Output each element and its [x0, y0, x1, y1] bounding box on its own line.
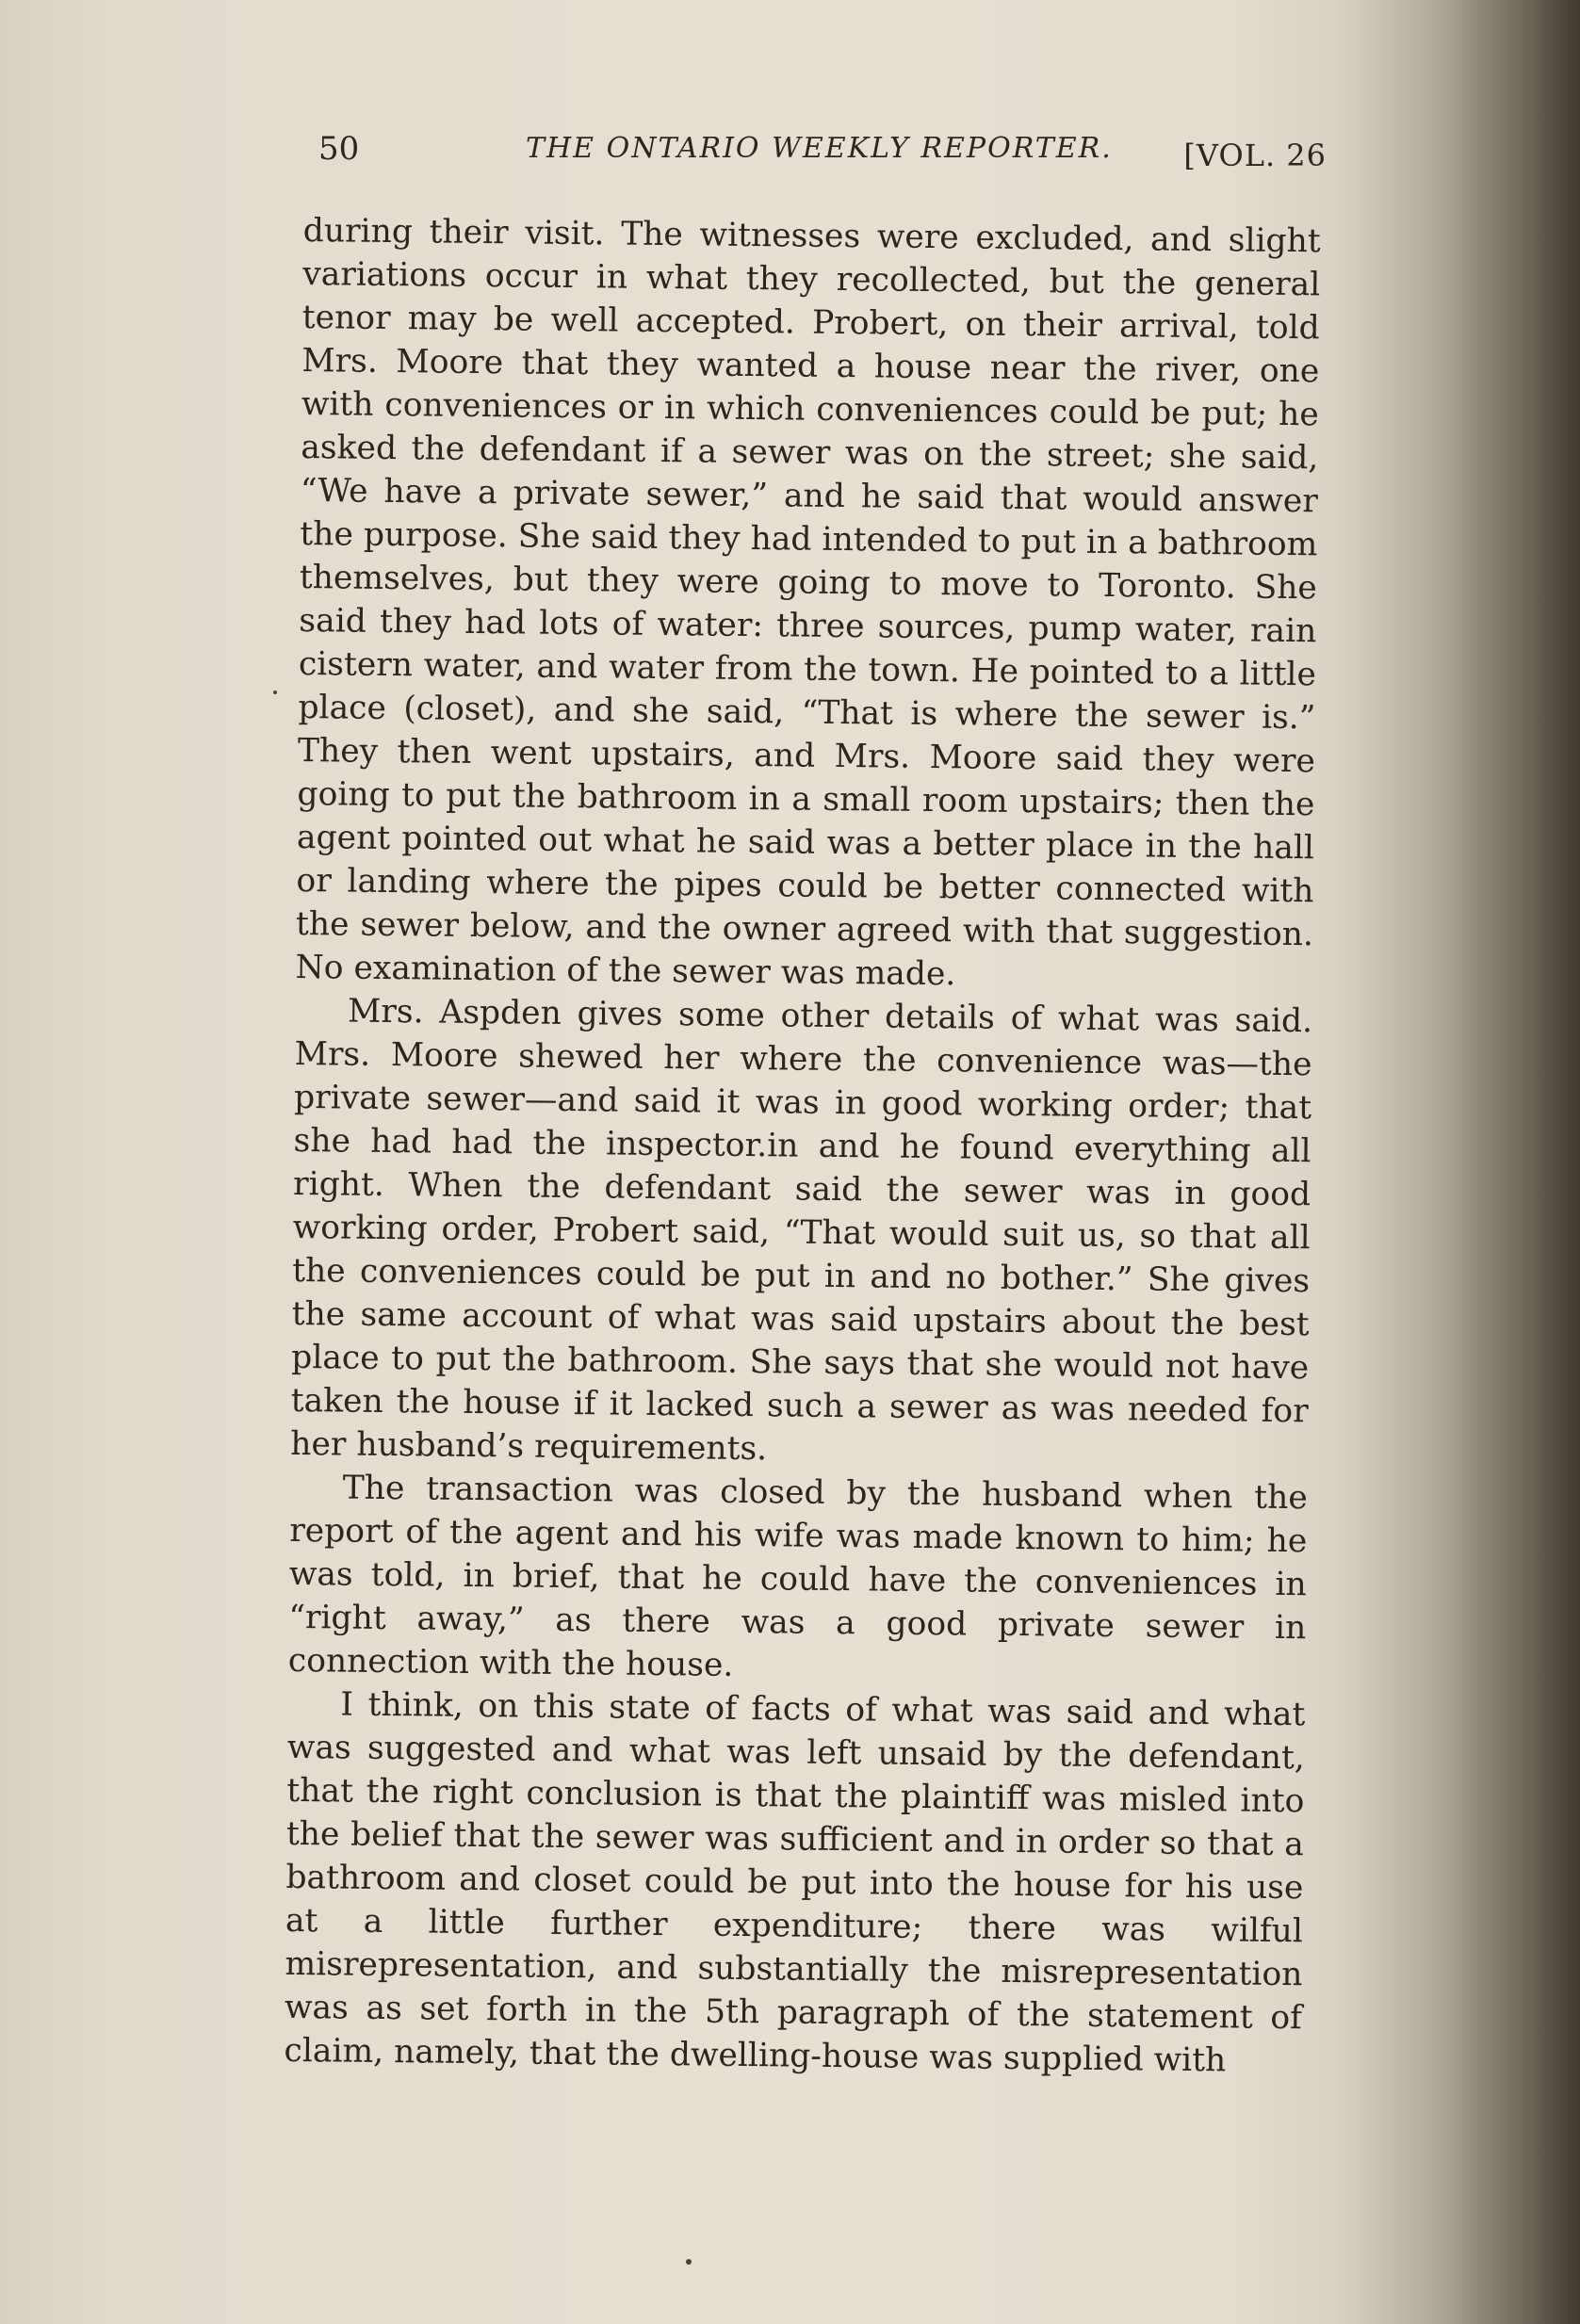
paragraph-1: during their visit. The witnesses were excluded, and slight variations occur in what they recollected, but the general tenor may be well accepted. Probert, on their arrival, told Mrs. Moore that they wanted a house near the river, one with conveniences or in which conveniences could be put; he asked the defendant if a sewer was on the street; she said, “We have a private sewer,” and he said that would answer the purpose. She said they had intended to put in a bathroom themselves, but they were going to move to Toronto. She said they had lots of water: three sources, pump water, rain cistern water, and water from the town. He pointed to a little place (closet), and she said, “That is where the sewer is.” They then went upstairs, and Mrs. Moore said they were going to put the bathroom in a small room upstairs; then the agent pointed out what he said was a better place in the hall or landing where the pipes could be better connected with the sewer below, and the owner agreed with that suggestion. No examination of the sewer was made. — [295, 211, 1321, 994]
paragraph-4: I think, on this state of facts of what was said and what was suggested and what was left unsaid by the defendant, that the right conclusion is that the plaintiff was misled into the belief that the sewer was sufficient and in order so that a bathroom and closet could be put into the house for his use at a little further expenditure; there was wilful misrepresentation, and substantially the misrepresentation was as set forth in the 5th paragraph of the statement of claim, namely, that the dwelling-house was supplied with — [284, 1685, 1306, 2080]
paper-speck — [273, 691, 277, 694]
volume-label: [VOL. 26 — [1183, 138, 1327, 173]
paragraph-2: Mrs. Aspden gives some other details of what was said. Mrs. Moore shewed her where the convenience was—the private sewer—and said it was in good working order; that she had had the inspector.in and he found everything all right. When the defendant said the sewer was in good working order, Probert said, “That would suit us, so that all the conveniences could be put in and no bother.” She gives the same account of what was said upstairs about the best place to put the bathroom. She says that she would not have taken the house if it lacked such a sewer as was needed for her husband’s requirements. — [290, 992, 1313, 1469]
page-number: 50 — [318, 130, 360, 168]
page-edge-shadow — [1335, 0, 1580, 2324]
body-text — [284, 209, 1321, 2083]
page-header — [318, 130, 1327, 187]
paper-speck — [686, 2259, 692, 2265]
paragraph-3: The transaction was closed by the husband when the report of the agent and his wife was made known to him; he was told, in brief, that he could have the conveniences in “right away,” as there was a good private sewer in connection with the house. — [287, 1469, 1308, 1684]
running-head: THE ONTARIO WEEKLY REPORTER. — [526, 132, 1113, 165]
